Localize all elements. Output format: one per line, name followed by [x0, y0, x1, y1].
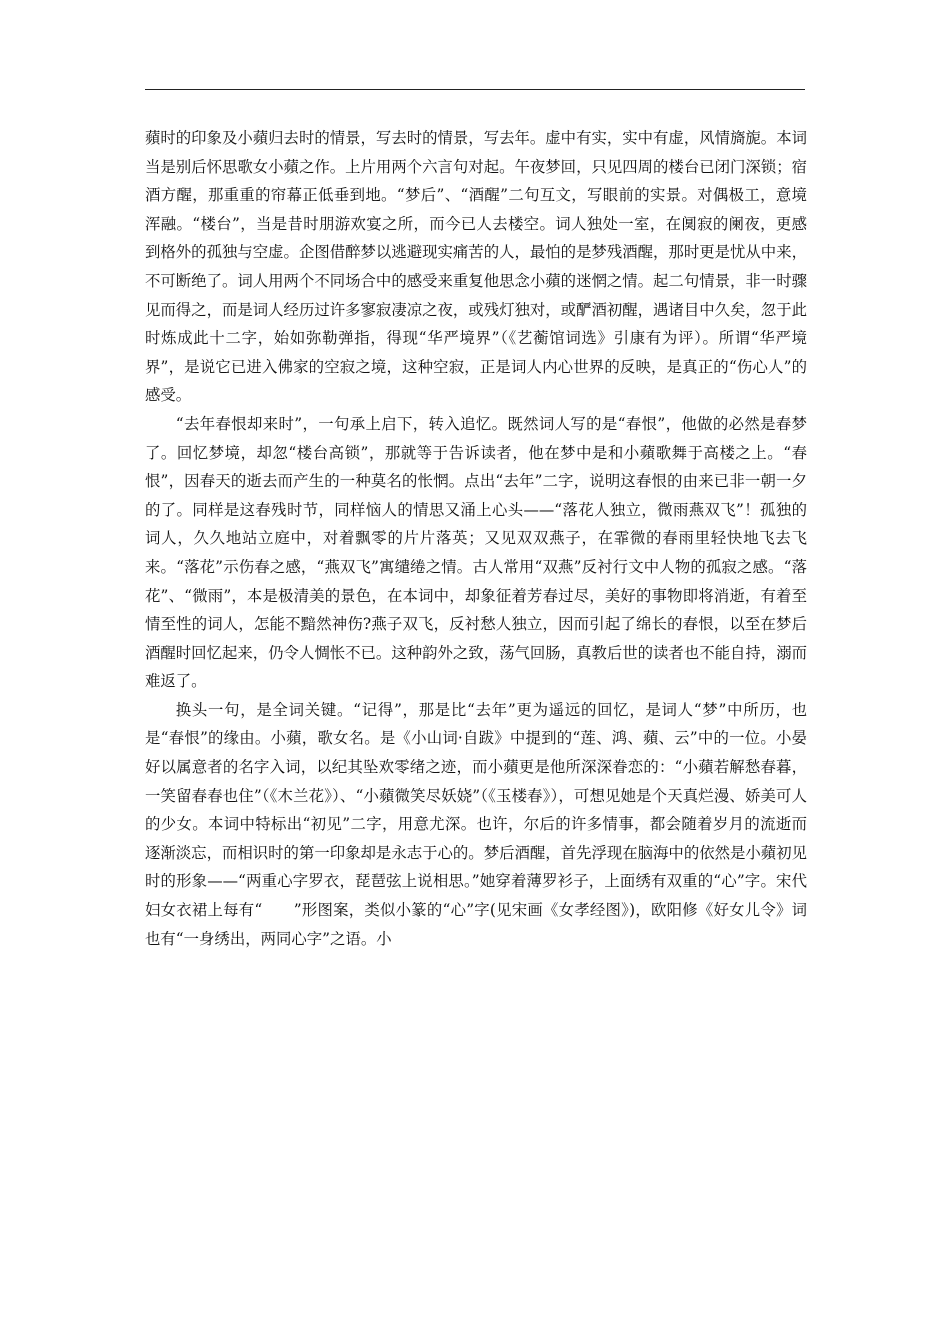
paragraph-3: 换头一句，是全词关键。“记得”，那是比“去年”更为遥远的回忆，是词人“梦”中所历，也是“春恨”的缘由。小蘋，歌女名。是《小山词·自跋》中提到的“莲、鸿、蘋、云”中的一位。小晏好以属意者的名字入词，以纪其坠欢零绪之迹，而小蘋更是他所深深眷恋的：“小蘋若解愁春暮，一笑留春春也住”（《木兰花》）、“小蘋微笑尽妖娆”（《玉楼春》），可想见她是个天真烂漫、娇美可人的少女。本词中特标出“初见”二字，用意尤深。也许，尔后的许多情事，都会随着岁月的流逝而逐渐淡忘，而相识时的第一印象却是永志于心的。梦后酒醒，首先浮现在脑海中的依然是小蘋初见时的形象——“两重心字罗衣，琵琶弦上说相思。”她穿着薄罗衫子，上面绣有双重的“心”字。宋代妇女衣裙上每有“ ”形图案，类似小篆的“心”字(见宋画《女孝经图》)，欧阳修《好女儿令》词也有“一身绣出，两同心字”之语。小: [145, 700, 807, 948]
document-body: [145, 124, 807, 953]
paragraph-2: “去年春恨却来时”，一句承上启下，转入追忆。既然词人写的是“春恨”，他做的必然是春梦了。回忆梦境，却忽“楼台高锁”，那就等于告诉读者，他在梦中是和小蘋歌舞于高楼之上。“春恨”，因春天的逝去而产生的一种莫名的怅惘。点出“去年”二字，说明这春恨的由来已非一朝一夕的了。同样是这春残时节，同样恼人的情思又涌上心头——“落花人独立，微雨燕双飞”！孤独的词人，久久地站立庭中，对着飘零的片片落英；又见双双燕子，在霏微的春雨里轻快地飞去飞来。“落花”示伤春之感，“燕双飞”寓缱绻之情。古人常用“双燕”反衬行文中人物的孤寂之感。“落花”、“微雨”，本是极清美的景色，在本词中，却象征着芳春过尽，美好的事物即将消逝，有着至情至性的词人，怎能不黯然神伤?燕子双飞，反衬愁人独立，因而引起了绵长的春恨，以至在梦后酒醒时回忆起来，仍令人惆怅不已。这种韵外之致，荡气回肠，真教后世的读者也不能自持，溺而难返了。: [145, 414, 807, 691]
paragraph-1: 蘋时的印象及小蘋归去时的情景，写去时的情景，写去年。虚中有实，实中有虚，风情旖旎。本词当是别后怀思歌女小蘋之作。上片用两个六言句对起。午夜梦回，只见四周的楼台已闭门深锁；宿酒方醒，那重重的帘幕正低垂到地。“梦后”、“酒醒”二句互文，写眼前的实景。对偶极工，意境浑融。“楼台”，当是昔时朋游欢宴之所，而今已人去楼空。词人独处一室，在阒寂的阑夜，更感到格外的孤独与空虚。企图借醉梦以逃避现实痛苦的人，最怕的是梦残酒醒，那时更是忧从中来，不可断绝了。词人用两个不同场合中的感受来重复他思念小蘋的迷惘之情。起二句情景，非一时骤见而得之，而是词人经历过许多寥寂凄凉之夜，或残灯独对，或酽酒初醒，遇诸目中久矣，忽于此时炼成此十二字，始如弥勒弹指，得现“华严境界”（《艺蘅馆词选》引康有为评）。所谓“华严境界”，是说它已进入佛家的空寂之境，这种空寂，正是词人内心世界的反映，是真正的“伤心人”的感受。: [145, 129, 807, 405]
header-rule: [145, 89, 805, 90]
